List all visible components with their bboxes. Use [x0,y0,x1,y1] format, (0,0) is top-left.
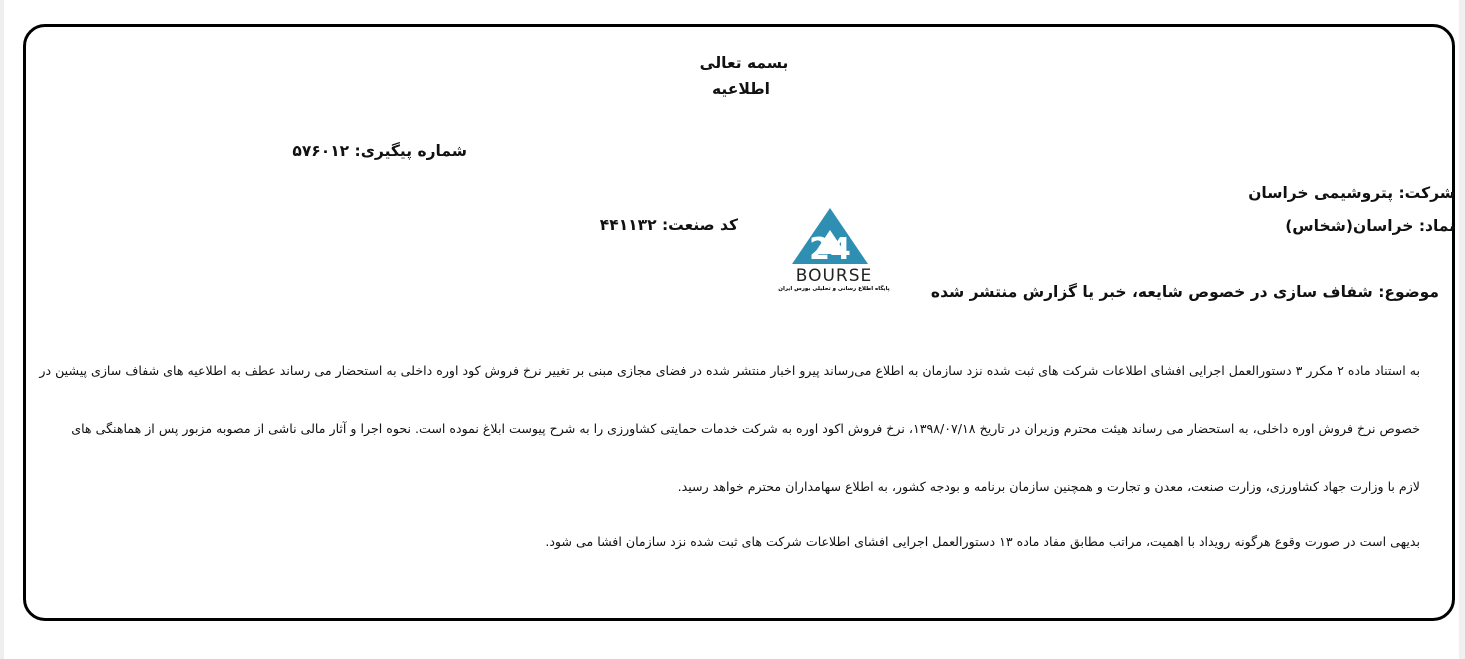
body-line-4: بدیهی است در صورت وقوع هرگونه رویداد با اهمیت، مراتب مطابق مفاد ماده ۱۳ دستورالعمل اجرایی افشای اطلاعات شرکت های ثبت شده نزد سازمان افشا می شود. [545,534,1420,549]
company-label: شرکت: [1398,184,1455,202]
bourse-wordmark: BOURSE [795,266,873,286]
bourse-logo-numeral: 24 [809,232,851,267]
symbol-line [1285,217,1455,235]
notice-frame [23,24,1455,621]
industry-code-label: کد صنعت: [661,216,738,234]
body-line-3: لازم با وزارت جهاد کشاورزی، وزارت صنعت، معدن و تجارت و همچنین سازمان برنامه و بودجه کشور، به اطلاع سهامداران محترم خواهد رسید. [677,479,1420,494]
industry-code-value: ۴۴۱۱۳۲ [599,216,657,234]
company-name: پتروشیمی خراسان [1248,184,1394,202]
company-line [1248,184,1455,202]
subject-label: موضوع: [1378,283,1439,301]
tracking-number: ۵۷۶۰۱۲ [292,142,350,160]
left-edge [0,0,4,659]
tracking-label: شماره پیگیری: [354,142,467,160]
subject-line [931,283,1439,301]
symbol-value: خراسان(شخاس) [1285,217,1414,235]
right-scroll-edge [1459,0,1465,659]
symbol-label: نماد: [1418,217,1455,235]
header-invocation: بسمه تعالی [699,54,789,72]
body-line-2: خصوص نرخ فروش اوره داخلی، به استحضار می رساند هیئت محترم وزیران در تاریخ ۱۳۹۸/۰۷/۱۸، نرخ فروش اکود اوره به شرکت خدمات حمایتی کشاورزی را به شرح پیوست ابلاغ نموده است. نحوه اجرا و آثار مالی ناشی از مصوبه مزبور پس از هماهنگی های [71,421,1420,436]
tracking-number-line [292,142,467,160]
bourse-logo-caption: پایگاه اطلاع رسانی و تحلیلی بورس ایران [778,286,890,292]
bourse-logo-mark [778,204,890,298]
industry-code-line [600,216,738,234]
subject-text: شفاف سازی در خصوص شایعه، خبر یا گزارش منتشر شده [930,283,1373,301]
body-line-1: به استناد ماده ۲ مکرر ۳ دستورالعمل اجرایی افشای اطلاعات شرکت های ثبت شده نزد سازمان به اطلاع می‌رساند پیرو اخبار منتشر شده در فضای مجازی مبنی بر تغییر نرخ فروش کود اوره داخلی به استحضار می رساند عطف به اطلاعیه های شفاف سازی پیشین در [39,363,1420,378]
bourse-logo [778,204,890,298]
notice-title: اطلاعیه [712,80,770,98]
